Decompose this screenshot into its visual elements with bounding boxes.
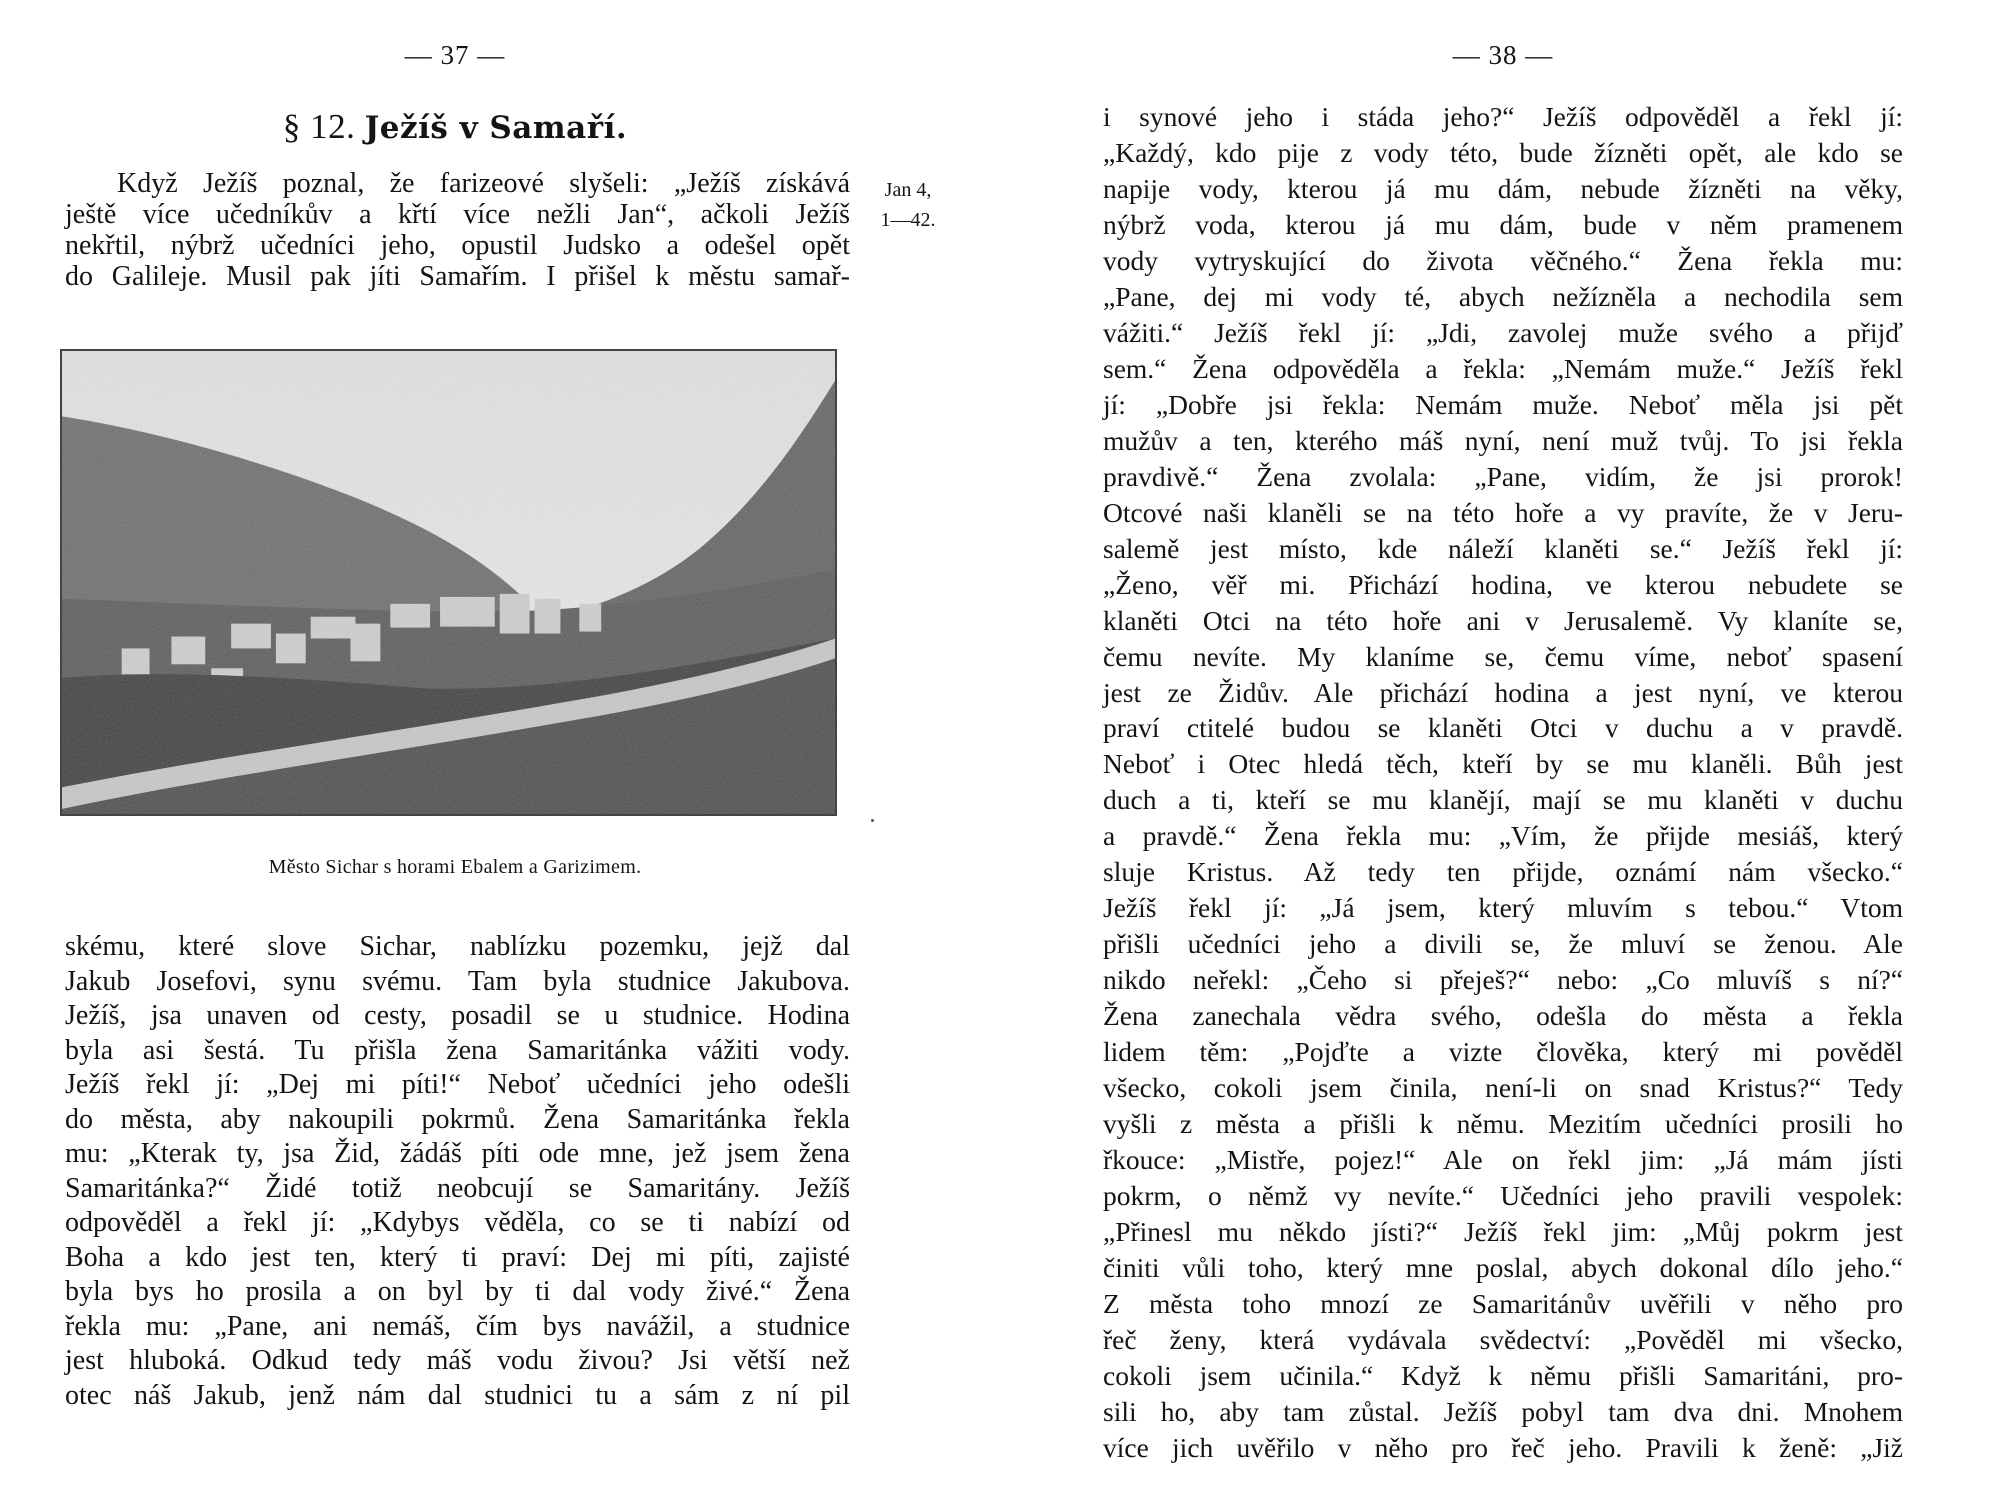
section-number: § 12. <box>282 107 356 146</box>
text-line: nekřtil, nýbrž učedníci jeho, opustil Judsko a odešel opět <box>65 230 850 261</box>
text-line: „Ženo, věř mi. Přichází hodina, ve kterou nebudete se <box>1103 568 1903 600</box>
text-line: řekla mu: „Pane, ani nemáš, čím bys navážil, a studnice <box>65 1310 850 1342</box>
text-line: Žena zanechala vědra svého, odešla do města a řekla <box>1103 1000 1903 1032</box>
body-paragraph <box>65 930 850 1413</box>
text-line: napije vody, kterou já mu dám, nebude žízněti na věky, <box>1103 172 1903 204</box>
text-line: nikdo neřekl: „Čeho si přeješ?“ nebo: „Co mluvíš s ní?“ <box>1103 964 1903 996</box>
text-line: čemu nevíte. My klaníme se, čemu víme, neboť spasení <box>1103 640 1903 672</box>
text-line: pravdivě.“ Žena zvolala: „Pane, vidím, že jsi prorok! <box>1103 460 1903 492</box>
section-title: Ježíš v Samaří. <box>364 110 628 146</box>
text-line: „Pane, dej mi vody té, abych nežízněla a nechodila sem <box>1103 280 1903 312</box>
text-line: „Každý, kdo pije z vody této, bude žízněti opět, ale kdo se <box>1103 136 1903 168</box>
text-line: více jich uvěřilo v něho pro řeč jeho. Pravili k ženě: „Již <box>1103 1431 1903 1463</box>
text-line: Samaritánka?“ Židé totiž neobcují se Samaritány. Ježíš <box>65 1172 850 1204</box>
text-line: sili ho, aby tam zůstal. Ježíš pobyl tam dva dni. Mnohem <box>1103 1395 1903 1427</box>
landscape-photo-icon <box>62 351 835 814</box>
text-line: řkouce: „Mistře, pojez!“ Ale on řekl jim: „Já mám jísti <box>1103 1144 1903 1176</box>
text-line: sluje Kristus. Až tedy ten přijde, oznámí nám všecko.“ <box>1103 856 1903 888</box>
page-number: — 37 — <box>404 40 506 70</box>
text-line: Z města toho mnozí ze Samaritánův uvěřili v něho pro <box>1103 1287 1903 1319</box>
text-line: otec náš Jakub, jenž nám dal studnici tu a sám z ní pil <box>65 1379 850 1411</box>
text-line: vyšli z města a přišli k němu. Mezitím učedníci prosili ho <box>1103 1108 1903 1140</box>
text-line: všecko, cokoli jsem činila, není-li on snad Kristus?“ Tedy <box>1103 1072 1903 1104</box>
text-line: salemě jest místo, kde náleží klaněti se.“ Ježíš řekl jí: <box>1103 532 1903 564</box>
text-line: sem.“ Žena odpověděla a řekla: „Nemám muže.“ Ježíš řekl <box>1103 352 1903 384</box>
text-line: pokrm, o němž vy nevíte.“ Učedníci jeho pravili vespolek: <box>1103 1180 1903 1212</box>
body-paragraph <box>1103 99 1903 1466</box>
text-line: řeč ženy, která vydávala svědectví: „Pověděl mi všecko, <box>1103 1323 1903 1355</box>
text-line: do města, aby nakoupili pokrmů. Žena Samaritánka řekla <box>65 1103 850 1135</box>
text-line: i synové jeho i stáda jeho?“ Ježíš odpověděl a řekl jí: <box>1103 101 1903 132</box>
text-line: mu: „Kterak ty, jsa Žid, žádáš píti ode mne, jež jsem žena <box>65 1138 850 1169</box>
text-line: Jakub Josefovi, synu svému. Tam byla studnice Jakubova. <box>65 965 850 997</box>
text-line: a pravdě.“ Žena řekla mu: „Vím, že přijde mesiáš, který <box>1103 820 1903 852</box>
text-line: Otcové naši klaněli se na této hoře a vy pravíte, že v Jeru- <box>1103 496 1903 528</box>
text-line: činiti vůli toho, který mne poslal, abych dokonal dílo jeho.“ <box>1103 1252 1903 1283</box>
intro-paragraph <box>65 168 850 292</box>
text-line: praví ctitelé budou se klaněti Otci v duchu a v pravdě. <box>1103 712 1903 744</box>
text-line: klaněti Otci na této hoře ani v Jerusalemě. Vy klaníte se, <box>1103 604 1903 636</box>
text-line: byla bys ho prosila a on byl by ti dal vody živé.“ Žena <box>65 1276 850 1307</box>
text-line: jí: „Dobře jsi řekla: Nemám muže. Neboť měla jsi pět <box>1103 388 1903 420</box>
text-line: přišli učedníci jeho a divili se, že mluví se ženou. Ale <box>1103 928 1903 960</box>
text-line: lidem těm: „Pojďte a vizte člověka, který mi pověděl <box>1103 1036 1903 1068</box>
figure-caption: Město Sichar s horami Ebalem a Garizimem. <box>268 856 642 878</box>
text-line: vážiti.“ Ježíš řekl jí: „Jdi, zavolej muže svého a přijď <box>1103 316 1903 348</box>
margin-reference-book: Jan 4, <box>884 179 932 201</box>
margin-reference-verses: 1—42. <box>880 209 936 231</box>
text-line: Ježíš řekl jí: „Dej mi píti!“ Neboť učedníci jeho odešli <box>65 1069 850 1100</box>
text-line: byla asi šestá. Tu přišla žena Samaritánka vážiti vody. <box>65 1034 850 1066</box>
text-line: jest ze Židův. Ale přichází hodina a jest nyní, ve kterou <box>1103 676 1903 708</box>
text-line: Ježíš řekl jí: „Já jsem, který mluvím s tebou.“ Vtom <box>1103 892 1903 924</box>
text-line: vody vytryskující do života věčného.“ Žena řekla mu: <box>1103 244 1903 276</box>
text-line: jest hluboká. Odkud tedy máš vodu živou? Jsi větší než <box>65 1345 850 1376</box>
figure-photo <box>60 349 837 816</box>
section-heading <box>60 107 850 148</box>
text-line: Boha a kdo jest ten, který ti praví: Dej mi píti, zajisté <box>65 1241 850 1273</box>
text-line: Když Ježíš poznal, že farizeové slyšeli: „Ježíš získává <box>117 168 850 199</box>
text-line: duch a ti, kteří se mu klanějí, mají se mu klaněti v duchu <box>1103 784 1903 816</box>
text-line: cokoli jsem učinila.“ Když k němu přišli Samaritáni, pro- <box>1103 1359 1903 1391</box>
text-line: nýbrž voda, kterou já mu dám, bude v něm pramenem <box>1103 208 1903 240</box>
text-line: Neboť i Otec hledá těch, kteří by se mu klaněli. Bůh jest <box>1103 748 1903 780</box>
text-line: mužův a ten, kterého máš nyní, není muž tvůj. To jsi řekla <box>1103 424 1903 456</box>
text-line: odpověděl a řekl jí: „Kdybys věděla, co se ti nabízí od <box>65 1207 850 1238</box>
right-page <box>997 0 1994 1500</box>
margin-reference <box>872 175 944 235</box>
text-line: skému, které slove Sichar, nablízku pozemku, jejž dal <box>65 931 850 962</box>
text-line: ještě více učedníkův a křtí více nežli Jan“, ačkoli Ježíš <box>65 199 850 230</box>
text-line: „Přinesl mu někdo jísti?“ Ježíš řekl jim: „Můj pokrm jest <box>1103 1216 1903 1248</box>
page-number: — 38 — <box>1452 40 1554 70</box>
text-line: do Galileje. Musil pak jíti Samařím. I přišel k městu samař- <box>65 261 850 292</box>
text-line: Ježíš, jsa unaven od cesty, posadil se u studnice. Hodina <box>65 1000 850 1031</box>
print-speck <box>871 819 874 822</box>
